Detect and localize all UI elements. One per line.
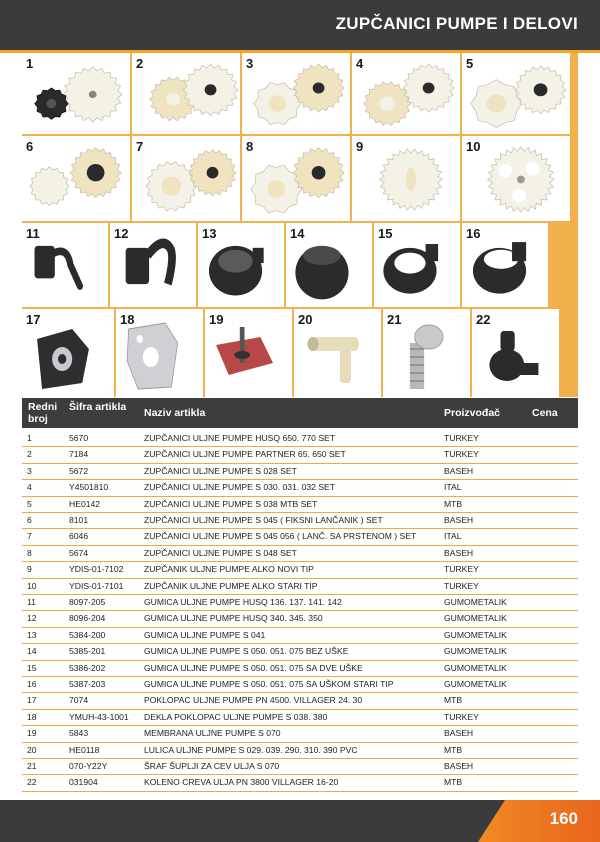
cell-sifra-artikla: 8101 xyxy=(69,515,89,525)
product-illustration xyxy=(242,136,350,221)
product-illustration xyxy=(22,53,130,134)
product-image-number: 3 xyxy=(246,56,254,71)
product-image-number: 12 xyxy=(114,226,129,241)
cell-redni-broj: 9 xyxy=(27,564,32,575)
table-row xyxy=(22,774,578,791)
table-row xyxy=(22,742,578,759)
product-image-number: 13 xyxy=(202,226,217,241)
product-illustration xyxy=(132,53,240,134)
cell-proizvodjac: BASEH xyxy=(444,547,474,558)
product-image-number: 17 xyxy=(26,312,41,327)
table-row xyxy=(22,496,578,513)
table-row xyxy=(22,528,578,545)
cell-redni-broj: 17 xyxy=(27,695,37,706)
cell-proizvodjac: TURKEY xyxy=(444,449,479,460)
product-image-cell xyxy=(462,53,570,134)
table-row xyxy=(22,545,578,562)
cell-redni-broj: 10 xyxy=(27,580,37,591)
table-row xyxy=(22,479,578,496)
cell-proizvodjac: ITAL xyxy=(444,531,462,542)
cell-sifra-artikla: YDIS-01-7102 xyxy=(69,564,124,575)
cell-sifra-artikla: 5387-203 xyxy=(69,679,106,689)
header-sifra-artikla: Šifra artikla xyxy=(69,401,127,413)
header-cena: Cena xyxy=(532,407,558,419)
product-image-cell xyxy=(294,309,381,397)
cell-redni-broj: 13 xyxy=(27,629,37,640)
table-row xyxy=(22,692,578,709)
product-image-number: 10 xyxy=(466,139,481,154)
product-image-cell xyxy=(242,136,350,221)
product-image-number: 21 xyxy=(387,312,402,327)
product-illustration xyxy=(462,53,570,134)
product-image-number: 8 xyxy=(246,139,254,154)
cell-sifra-artikla: 5670 xyxy=(69,433,89,443)
table-header xyxy=(22,398,578,428)
product-image-number: 18 xyxy=(120,312,135,327)
table-row xyxy=(22,512,578,529)
product-image-number: 22 xyxy=(476,312,491,327)
cell-proizvodjac: GUMOMETALIK xyxy=(444,646,507,657)
cell-proizvodjac: TURKEY xyxy=(444,433,479,443)
cell-sifra-artikla: 8096-204 xyxy=(69,613,106,624)
cell-naziv-artikla: GUMICA ULJNE PUMPE S 041 xyxy=(144,629,266,640)
product-illustration xyxy=(132,136,240,221)
cell-proizvodjac: ITAL xyxy=(444,482,462,493)
cell-redni-broj: 18 xyxy=(27,711,37,722)
cell-naziv-artikla: GUMICA ULJNE PUMPE HUSQ 136. 137. 141. 142 xyxy=(144,597,342,607)
product-illustration xyxy=(352,136,460,221)
product-image-cell xyxy=(352,136,460,221)
product-image-cell xyxy=(383,309,470,397)
cell-redni-broj: 14 xyxy=(27,646,37,657)
cell-redni-broj: 3 xyxy=(27,465,32,476)
cell-naziv-artikla: ZUPČANIK ULJNE PUMPE ALKO NOVI TIP xyxy=(144,564,314,575)
product-image-cell xyxy=(462,136,570,221)
product-image-number: 2 xyxy=(136,56,144,71)
cell-sifra-artikla: YDIS-01-7101 xyxy=(69,580,124,591)
cell-sifra-artikla: 5674 xyxy=(69,547,89,558)
cell-redni-broj: 16 xyxy=(27,679,37,689)
cell-naziv-artikla: GUMICA ULJNE PUMPE S 050. 051. 075 SA DVE UŠKE xyxy=(144,662,363,673)
cell-naziv-artikla: LULICA ULJNE PUMPE S 029. 039. 290. 310. 390 PVC xyxy=(144,744,358,755)
table-row xyxy=(22,578,578,595)
table-row xyxy=(22,463,578,480)
cell-proizvodjac: MTB xyxy=(444,777,463,788)
table-row xyxy=(22,725,578,742)
cell-naziv-artikla: ZUPČANICI ULJNE PUMPE HUSQ 650. 770 SET xyxy=(144,433,336,443)
cell-sifra-artikla: YMUH-43-1001 xyxy=(69,711,129,722)
product-image-cell xyxy=(242,53,350,134)
table-row xyxy=(22,446,578,463)
cell-naziv-artikla: DEKLA POKLOPAC ULJNE PUMPE S 038. 380 xyxy=(144,711,328,722)
cell-proizvodjac: TURKEY xyxy=(444,711,479,722)
cell-naziv-artikla: GUMICA ULJNE PUMPE S 050. 051. 075 SA UŠKOM STARI TIP xyxy=(144,679,394,689)
cell-naziv-artikla: ŠRAF ŠUPLJI ZA CEV ULJA S 070 xyxy=(144,761,280,771)
cell-naziv-artikla: GUMICA ULJNE PUMPE S 050. 051. 075 BEZ UŠKE xyxy=(144,646,349,657)
cell-proizvodjac: GUMOMETALIK xyxy=(444,629,507,640)
cell-proizvodjac: MTB xyxy=(444,498,463,509)
cell-naziv-artikla: KOLENO CREVA ULJA PN 3800 VILLAGER 16-20 xyxy=(144,777,339,788)
cell-sifra-artikla: 5672 xyxy=(69,465,89,476)
cell-naziv-artikla: ZUPČANICI ULJNE PUMPE S 038 MTB SET xyxy=(144,498,318,509)
cell-sifra-artikla: 8097-205 xyxy=(69,597,106,607)
cell-naziv-artikla: POKLOPAC ULJNE PUMPE PN 4500. VILLAGER 24. 30 xyxy=(144,695,363,706)
cell-sifra-artikla: 031904 xyxy=(69,777,98,788)
cell-sifra-artikla: 6046 xyxy=(69,531,89,542)
cell-redni-broj: 15 xyxy=(27,662,37,673)
product-image-number: 4 xyxy=(356,56,364,71)
table-row xyxy=(22,643,578,660)
product-image-cell xyxy=(462,223,548,307)
cell-redni-broj: 5 xyxy=(27,498,32,509)
cell-naziv-artikla: ZUPČANICI ULJNE PUMPE S 048 SET xyxy=(144,547,297,558)
header-proizvodjac: Proizvođač xyxy=(444,407,501,419)
product-image-cell xyxy=(132,136,240,221)
table-row xyxy=(22,758,578,775)
product-image-number: 15 xyxy=(378,226,393,241)
cell-redni-broj: 20 xyxy=(27,744,37,755)
cell-naziv-artikla: ZUPČANICI ULJNE PUMPE S 028 SET xyxy=(144,465,297,476)
product-image-number: 6 xyxy=(26,139,34,154)
cell-proizvodjac: BASEH xyxy=(444,728,474,739)
cell-naziv-artikla: ZUPČANICI ULJNE PUMPE S 045 056 ( LANČ. SA PRSTENOM ) SET xyxy=(144,531,417,542)
cell-naziv-artikla: MEMBRANA ULJNE PUMPE S 070 xyxy=(144,728,281,739)
table-row xyxy=(22,430,578,447)
cell-proizvodjac: BASEH xyxy=(444,515,474,525)
cell-sifra-artikla: 5386-202 xyxy=(69,662,106,673)
product-image-cell xyxy=(205,309,292,397)
cell-redni-broj: 21 xyxy=(27,761,37,771)
product-image-grid xyxy=(22,53,578,397)
product-image-cell xyxy=(22,53,130,134)
cell-sifra-artikla: 5385-201 xyxy=(69,646,106,657)
cell-redni-broj: 7 xyxy=(27,531,32,542)
cell-sifra-artikla: 5384-200 xyxy=(69,629,106,640)
cell-proizvodjac: BASEH xyxy=(444,761,474,771)
cell-proizvodjac: GUMOMETALIK xyxy=(444,613,507,624)
cell-redni-broj: 1 xyxy=(27,433,32,443)
cell-redni-broj: 6 xyxy=(27,515,32,525)
cell-naziv-artikla: ZUPČANIK ULJNE PUMPE ALKO STARI TIP xyxy=(144,580,318,591)
product-image-number: 9 xyxy=(356,139,364,154)
product-image-cell xyxy=(286,223,372,307)
table-row xyxy=(22,610,578,627)
footer-accent-tab xyxy=(0,800,600,842)
product-image-number: 14 xyxy=(290,226,305,241)
product-image-cell xyxy=(22,309,114,397)
page-title: ZUPČANICI PUMPE I DELOVI xyxy=(335,14,578,33)
cell-redni-broj: 11 xyxy=(27,597,36,607)
product-image-number: 7 xyxy=(136,139,144,154)
product-image-cell xyxy=(22,223,108,307)
cell-proizvodjac: GUMOMETALIK xyxy=(444,662,507,673)
cell-proizvodjac: MTB xyxy=(444,744,463,755)
product-image-cell xyxy=(374,223,460,307)
product-image-cell xyxy=(352,53,460,134)
cell-proizvodjac: GUMOMETALIK xyxy=(444,597,507,607)
cell-naziv-artikla: ZUPČANICI ULJNE PUMPE PARTNER 65. 650 SET xyxy=(144,449,346,460)
product-image-cell xyxy=(110,223,196,307)
product-image-number: 19 xyxy=(209,312,224,327)
page-number: 160 xyxy=(549,809,578,828)
cell-proizvodjac: TURKEY xyxy=(444,580,479,591)
cell-naziv-artikla: ZUPČANICI ULJNE PUMPE S 030. 031. 032 SET xyxy=(144,482,336,493)
cell-redni-broj: 4 xyxy=(27,482,32,493)
cell-sifra-artikla: HE0118 xyxy=(69,744,100,755)
product-image-cell xyxy=(198,223,284,307)
product-illustration xyxy=(242,53,350,134)
cell-proizvodjac: GUMOMETALIK xyxy=(444,679,507,689)
table-row xyxy=(22,709,578,726)
product-image-number: 5 xyxy=(466,56,474,71)
table-row xyxy=(22,594,578,611)
cell-naziv-artikla: GUMICA ULJNE PUMPE HUSQ 340. 345. 350 xyxy=(144,613,323,624)
product-image-number: 20 xyxy=(298,312,313,327)
table-row xyxy=(22,561,578,578)
product-image-number: 11 xyxy=(26,226,40,241)
table-row xyxy=(22,660,578,677)
cell-proizvodjac: TURKEY xyxy=(444,564,479,575)
cell-sifra-artikla: Y4501810 xyxy=(69,482,109,493)
cell-proizvodjac: BASEH xyxy=(444,465,474,476)
cell-sifra-artikla: 7074 xyxy=(69,695,89,706)
cell-sifra-artikla: 070-Y22Y xyxy=(69,761,108,771)
product-image-cell xyxy=(22,136,130,221)
cell-sifra-artikla: 7184 xyxy=(69,449,89,460)
header-redni-broj: Redni broj xyxy=(28,401,58,425)
cell-redni-broj: 8 xyxy=(27,547,32,558)
cell-redni-broj: 19 xyxy=(27,728,37,739)
product-image-cell xyxy=(472,309,559,397)
product-image-number: 1 xyxy=(26,56,34,71)
product-image-number: 16 xyxy=(466,226,481,241)
product-image-cell xyxy=(116,309,203,397)
cell-sifra-artikla: 5843 xyxy=(69,728,89,739)
cell-redni-broj: 2 xyxy=(27,449,32,460)
product-illustration xyxy=(22,136,130,221)
table-row xyxy=(22,627,578,644)
cell-sifra-artikla: HE0142 xyxy=(69,498,101,509)
product-image-cell xyxy=(132,53,240,134)
table-row xyxy=(22,676,578,693)
product-illustration xyxy=(352,53,460,134)
header-naziv-artikla: Naziv artikla xyxy=(144,407,206,419)
cell-redni-broj: 12 xyxy=(27,613,37,624)
cell-proizvodjac: MTB xyxy=(444,695,463,706)
cell-redni-broj: 22 xyxy=(27,777,37,788)
cell-naziv-artikla: ZUPČANICI ULJNE PUMPE S 045 ( FIKSNI LANČANIK ) SET xyxy=(144,515,383,525)
